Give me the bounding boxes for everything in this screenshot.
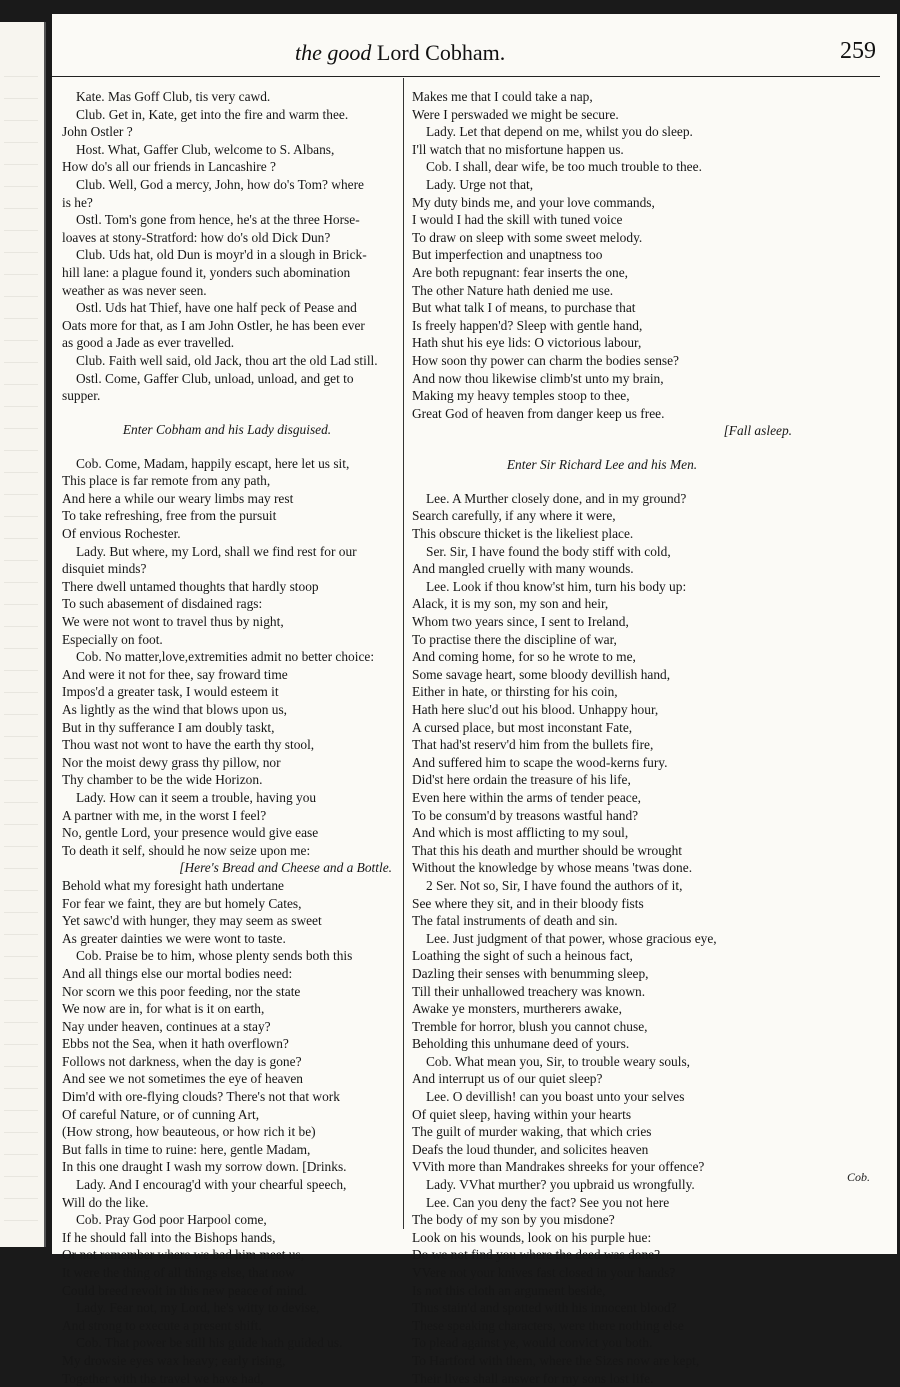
line-gap [62,405,392,415]
text-line: [Here's Bread and Cheese and a Bottle. [179,860,392,876]
text-line: Thus stain'd and spotted with his innocent blood? [412,1300,677,1316]
text-line: Together with the travel we have had, [62,1370,264,1386]
text-line: To be consum'd by treasons wastful hand? [412,807,639,823]
text-line: We now are in, for what is it on earth, [62,1001,265,1017]
text-line: Host. What, Gaffer Club, welcome to S. Albans, [76,141,335,157]
text-line: Nay under heaven, continues at a stay? [62,1018,271,1034]
text-line: Till their unhallowed treachery was known. [412,983,646,999]
text-line: In this one draught I wash my sorrow down. [Drinks. [62,1159,347,1175]
text-line: Beholding this unhumane deed of yours. [412,1036,630,1052]
text-line: As greater dainties we were wont to taste. [62,930,286,946]
text-line: Did'st here ordain the treasure of his life, [412,772,631,788]
text-line: The guilt of murder waking, that which cries [412,1124,652,1140]
text-line: Thou wast not wont to have the earth thy stool, [62,737,315,753]
text-line: Follows not darkness, when the day is gone? [62,1053,302,1069]
text-line: But imperfection and unaptness too [412,247,603,263]
text-line: Were I perswaded we might be secure. [412,106,619,122]
text-line: Behold what my foresight hath undertane [62,877,285,893]
line-gap [62,445,392,455]
text-line: Lee. Just judgment of that power, whose gracious eye, [426,930,717,946]
text-line: Cob. I shall, dear wife, be too much trouble to thee. [426,159,702,175]
text-line: I'll watch that no misfortune happen us. [412,141,624,157]
catchword: Cob. [846,1170,870,1184]
text-line: Lady. Urge not that, [426,176,534,192]
text-line: And coming home, for so he wrote to me, [412,649,636,665]
text-line: To draw on sleep with some sweet melody. [412,229,643,245]
text-line: Their lives shall answer for my sons lost life. [412,1370,654,1386]
text-line: Kate. Mas Goff Club, tis very cawd. [76,89,271,104]
text-line: A cursed place, but most inconstant Fate, [412,719,633,735]
running-head [295,40,505,66]
text-line: Club. Well, God a mercy, John, how do's Tom? where [76,176,365,192]
text-line: supper. [62,388,101,404]
text-line: And now thou likewise climb'st unto my brain, [412,370,664,386]
previous-page-edge [0,22,46,1247]
text-line: And see we not sometimes the eye of heaven [62,1071,303,1087]
text-line: As lightly as the wind that blows upon us, [62,702,288,717]
line-gap [412,440,792,450]
column-divider [403,78,404,1229]
text-line: To take refreshing, free from the pursuit [62,508,277,524]
text-line: Nor the moist dewy grass thy pillow, nor [62,754,281,770]
text-line: Nor scorn we this poor feeding, nor the state [62,983,301,999]
text-line: Cob. What mean you, Sir, to trouble weary souls, [426,1053,691,1069]
text-line: Or not remember where we bad him meet us, [62,1247,305,1263]
text-line: Cob. No matter,love,extremities admit no better choice: [76,649,375,665]
text-line: My drowsie eyes wax heavy; early rising, [62,1352,286,1368]
text-line: That had'st reserv'd him from the bullets fire, [412,737,654,753]
text-line: A partner with me, in the worst I feel? [62,807,267,823]
text-line: That this his death and murther should be wrought [412,842,682,858]
text-line: Thy chamber to be the wide Horizon. [62,772,263,788]
text-line: Are both repugnant: fear inserts the one, [412,264,629,280]
text-line: Cob. That power be still his guide hath guided us. [76,1335,343,1351]
text-line: Lee. O devillish! can you boast unto your selves [426,1089,685,1105]
text-line: To such abasement of disdained rags: [62,596,263,612]
text-line: Hath here sluc'd out his blood. Unhappy hour, [412,702,659,717]
text-line: Dim'd with ore-flying clouds? There's not that work [62,1089,340,1105]
text-line: Is not this cloth an argument beside, [412,1282,606,1298]
text-line: This place is far remote from any path, [62,473,271,489]
text-line: (How strong, how beauteous, or how rich it be) [62,1124,316,1140]
text-line: weather as was never seen. [62,282,207,298]
text-line: Awake ye monsters, murtherers awake, [412,1001,622,1017]
left-column [62,88,392,1387]
text-line: To practise there the discipline of war, [412,631,617,647]
text-line: hill lane: a plague found it, yonders such abomination [62,264,351,280]
text-line: Impos'd a greater task, I would esteem it [62,684,279,700]
text-line: Lady. VVhat murther? you upbraid us wrongfully. [426,1177,695,1193]
text-line: No, gentle Lord, your presence would give ease [62,825,319,841]
text-line: Oats more for that, as I am John Ostler, he has been ever [62,317,365,333]
text-line: See where they sit, and in their bloody fists [412,895,644,911]
text-line: Of careful Nature, or of cunning Art, [62,1106,260,1122]
text-line: Great God of heaven from danger keep us free. [412,405,665,421]
text-line: Ser. Sir, I have found the body stiff with cold, [426,543,671,559]
text-line: Yet sawc'd with hunger, they may seem as sweet [62,913,322,929]
text-line: Lee. Look if thou know'st him, turn his body up: [426,578,687,594]
text-line: Cob. Praise be to him, whose plenty sends both this [76,948,353,964]
text-line: Lady. How can it seem a trouble, having you [76,789,317,805]
text-line: Especially on foot. [62,631,163,647]
text-line: Hath shut his eye lids: O victorious labour, [412,335,642,351]
text-line: as good a Jade as ever travelled. [62,335,235,351]
text-line: John Ostler ? [62,124,133,140]
text-line: Will do the like. [62,1194,149,1210]
text-line: Makes me that I could take a nap, [412,89,593,104]
text-line: Making my heavy temples stoop to thee, [412,388,630,404]
text-line: Club. Get in, Kate, get into the fire and warm thee. [76,106,349,122]
text-line: VVith more than Mandrakes shreeks for your offence? [412,1159,705,1175]
text-line: If he should fall into the Bishops hands, [62,1229,276,1245]
text-line: Of quiet sleep, having within your hearts [412,1106,632,1122]
text-line: Ostl. Come, Gaffer Club, unload, unload, and get to [76,370,354,386]
running-head-roman: Lord Cobham. [376,40,506,65]
text-line: Without the knowledge by whose means 'twas done. [412,860,693,876]
text-line: loaves at stony-Stratford: how do's old Dick Dun? [62,229,331,245]
text-line: Of envious Rochester. [62,526,181,542]
text-line: How soon thy power can charm the bodies sense? [412,352,679,368]
text-line: There dwell untamed thoughts that hardly stoop [62,578,319,594]
text-line: Even here within the arms of tender peace, [412,789,642,805]
text-line: Cob. Come, Madam, happily escapt, here let us sit, [76,455,350,471]
text-line: We were not wont to travel thus by night, [62,614,284,630]
text-line: Lee. Can you deny the fact? See you not here [426,1194,670,1210]
text-line: Ebbs not the Sea, when it hath overflown? [62,1036,289,1052]
text-line: Search carefully, if any where it were, [412,508,616,524]
text-line: It were the thing of all things else, that now [62,1265,295,1280]
text-line: Look on his wounds, look on his purple hue: [412,1229,652,1245]
text-line: Lady. Let that depend on me, whilst you do sleep. [426,124,693,140]
text-line: And which is most afflicting to my soul, [412,825,629,841]
text-line: [Fall asleep. [723,423,792,439]
text-line: Some savage heart, some bloody devillish hand, [412,666,671,682]
text-line: And strong to execute a present shift. [62,1317,262,1333]
text-line: Is freely happen'd? Sleep with gentle hand, [412,317,643,333]
text-line: Club. Uds hat, old Dun is moyr'd in a slough in Brick- [76,247,367,263]
previous-page-ghost-text [4,62,38,1222]
text-line: The body of my son by you misdone? [412,1212,615,1228]
text-line: Cob. Pray God poor Harpool come, [76,1212,267,1228]
text-line: My duty binds me, and your love commands, [412,194,655,210]
text-line: But in thy sufferance I am doubly taskt, [62,719,275,735]
text-line: Lady. Fear not, my Lord, he's witty to devise, [76,1300,320,1316]
text-line: Ostl. Tom's gone from hence, he's at the three Horse- [76,212,360,228]
text-line: The other Nature hath denied me use. [412,282,614,298]
running-head-italic: the good [295,40,372,65]
text-line: The fatal instruments of death and sin. [412,913,618,929]
text-line: Club. Faith well said, old Jack, thou art the old Lad still. [76,352,378,368]
text-line: And were it not for thee, say froward time [62,666,288,682]
text-line: Do we not find you where the deed was done? [412,1247,661,1263]
text-line: And interrupt us of our quiet sleep? [412,1071,603,1087]
header-rule [52,76,880,77]
text-line: This obscure thicket is the likeliest place. [412,526,634,542]
text-line: Alack, it is my son, my son and heir, [412,596,609,612]
page-number: 259 [840,38,876,64]
text-line: These speaking characters, were there nothing else [412,1317,684,1333]
text-line: And mangled cruelly with many wounds. [412,561,634,577]
text-line: disquiet minds? [62,561,147,577]
text-line: To Hartford with them, where the Sizes now are kept, [412,1352,700,1368]
text-line: And here a while our weary limbs may rest [62,490,294,506]
text-line: For fear we faint, they are but homely Cates, [62,895,302,911]
text-line: I would I had the skill with tuned voice [412,212,623,228]
text-line: But what talk I of means, to purchase that [412,300,636,316]
right-column [412,88,792,1387]
text-line: And suffered him to scape the wood-kerns fury. [412,754,668,770]
text-line: Either in hate, or thirsting for his coin, [412,684,618,700]
text-line: But falls in time to ruine: here, gentle Madam, [62,1141,311,1157]
text-line: Dazling their senses with benumming sleep, [412,965,649,981]
text-line: Could breed revolt in this new peace of mind. [62,1282,308,1298]
text-line: Loathing the sight of such a heinous fact, [412,948,633,964]
text-line: Whom two years since, I sent to Ireland, [412,614,629,630]
text-line: Deafs the loud thunder, and solicites heaven [412,1141,649,1157]
text-line: To plead against ye, would convict you both. [412,1335,653,1351]
text-line: Lee. A Murther closely done, and in my ground? [426,490,687,506]
text-line: To death it self, should he now seize upon me: [62,842,311,858]
text-line: 2 Ser. Not so, Sir, I have found the authors of it, [426,877,683,893]
text-line: VVere not your knives fast closed in your hands? [412,1265,676,1280]
text-line: How do's all our friends in Lancashire ? [62,159,276,175]
text-line: Ostl. Uds hat Thief, have one half peck of Pease and [76,300,357,316]
line-gap [412,480,792,490]
text-line: is he? [62,194,93,210]
stage-direction: Enter Cobham and his Lady disguised. [122,421,332,437]
text-line: Tremble for horror, blush you cannot chuse, [412,1018,648,1034]
text-line: Lady. But where, my Lord, shall we find rest for our [76,543,357,559]
text-line: Lady. And I encourag'd with your chearful speech, [76,1177,347,1193]
text-line: And all things else our mortal bodies need: [62,965,293,981]
stage-direction: Enter Sir Richard Lee and his Men. [506,456,698,472]
